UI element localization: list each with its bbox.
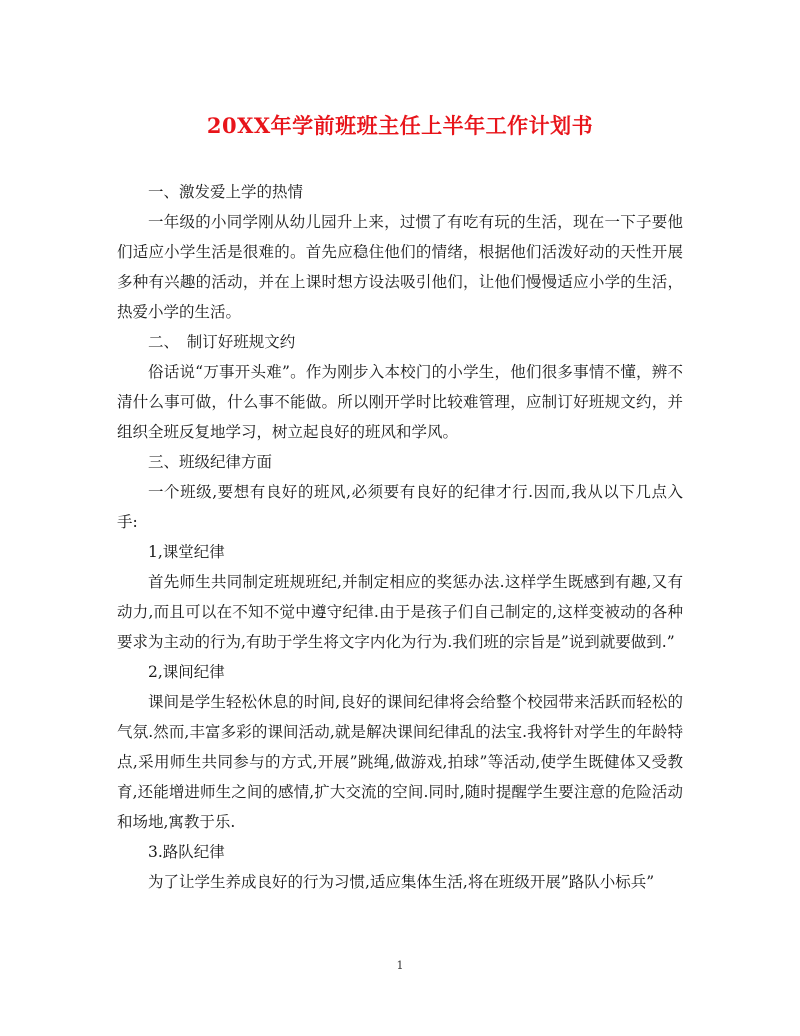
section-heading: 三、班级纪律方面 (148, 453, 273, 471)
paragraph: 首先师生共同制定班规班纪,并制定相应的奖惩办法.这样学生既感到有趣,又有动力,而且可以在不知不觉中遵守纪律.由于是孩子们自己制定的,这样变被动的各种要求为主动的行为,有助于学生将文字内化为行为.我们班的宗旨是”说到就要做到.” (117, 573, 683, 651)
document-body (117, 177, 683, 897)
page-title: 20XX年学前班班主任上半年工作计划书 (206, 113, 594, 138)
page-number: 1 (396, 959, 404, 972)
paragraph: 课间是学生轻松休息的时间,良好的课间纪律将会给整个校园带来活跃而轻松的气氛.然而,丰富多彩的课间活动,就是解决课间纪律乱的法宝.我将针对学生的年龄特点,采用师生共同参与的方式,开展”跳绳,做游戏,拍球”等活动,使学生既健体又受教育,还能增进师生之间的感情,扩大交流的空间.同时,随时提醒学生要注意的危险活动和场地,寓教于乐. (117, 693, 683, 831)
paragraph: 一年级的小同学刚从幼儿园升上来，过惯了有吃有玩的生活，现在一下子要他们适应小学生活是很难的。首先应稳住他们的情绪，根据他们活泼好动的天性开展多种有兴趣的活动，并在上课时想方设法吸引他们，让他们慢慢适应小学的生活，热爱小学的生活。 (117, 213, 683, 321)
subsection-heading: 2,课间纪律 (148, 663, 225, 681)
paragraph: 一个班级,要想有良好的班风,必须要有良好的纪律才行.因而,我从以下几点入手: (117, 483, 683, 531)
section-heading: 二、 制订好班规文约 (148, 333, 296, 351)
subsection-heading: 3.路队纪律 (148, 843, 225, 861)
subsection-heading: 1,课堂纪律 (148, 543, 225, 561)
section-heading: 一、激发爱上学的热情 (148, 183, 304, 201)
paragraph: 为了让学生养成良好的行为习惯,适应集体生活,将在班级开展”路队小标兵” (148, 873, 655, 891)
paragraph: 俗话说“万事开头难”。作为刚步入本校门的小学生，他们很多事情不懂，辨不清什么事可做，什么事不能做。所以刚开学时比较难管理，应制订好班规文约，并组织全班反复地学习，树立起良好的班风和学风。 (117, 363, 683, 441)
